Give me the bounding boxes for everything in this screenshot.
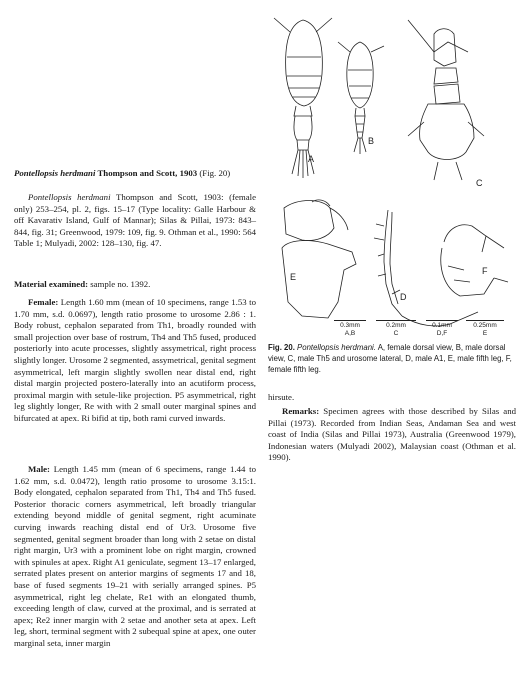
panel-f-drawing (441, 225, 508, 296)
male-label: Male: (28, 464, 50, 474)
material-label: Material examined: (14, 279, 89, 289)
panel-c-drawing (408, 20, 484, 180)
remarks-paragraph (268, 406, 516, 464)
female-text: Length 1.60 mm (mean of 10 specimens, range 1.53 to 1.70 mm, s.d. 0.0697), length ratio prosome to urosome 2.86 : 1. Body robust, cephalon separated from Th1, broadly rounded with small projection over base of rostrum, Th4 and Th5 fused, produced posteriorly into acute processes, slightly assymetrical, right process slightly longer. Urosome 2 segmented, assymetrical, genital segment asymmetrical, left margin slightly swollen near distal end, right distal margin projected postero-laterally into an acutiform process, proximal margin with setule-like projection. P5 asymmetrical, right leg slightly longer, Re with with 2 small outer marginal spines and bifurcated at apex. Ri bifid at tip, both rami curved inwards. (14, 297, 256, 423)
figure-20 (268, 12, 516, 334)
panel-e-drawing (282, 200, 356, 318)
synonymy-text: Thompson and Scott, 1903: (female only) 253–254, pl. 2, figs. 15–17 (Type locality: Galle Harbour & off Kavarativ Island, Gulf of Mannar); Silas & Pillai, 1973: 843–844, fig. 31; Greenwood, 1979: 109, fig. 9. Othman et al., 1990: 564 Table 1; Mulyadi, 2002: 128–130, fig. 47. (14, 192, 256, 249)
scale-bar-df: 0.1mm D,F (426, 320, 458, 338)
male-text: Length 1.45 mm (mean of 6 specimens, range 1.44 to 1.62 mm, s.d. 0.0472), length ratio prosome to urosome 3.15:1. Body elongated, cephalon separated from Th1, Th4 and Th5 fused. Posterior thoracic corners asymmetrical, left broadly triangular extending beyond middle of genital segment, right acuminate curving inwards reaching distal end of Ur3. Urosome five segmented, genital segment broader than long with 2 setae on distal right margin, Ur3 with a prominent lobe on right margin, crowned with spinules at apex. Right A1 geniculate, segment 13–17 enlarged, serrated plates present on anterior margins of segments 17 and 18, base of fused segments 19–21 with serially arranged spines. P5 asymmetrical, right leg chelate, Re1 with an elongated thumb, exceeding length of claw, curved at the proximal, and is serrated at apex; Re2 inner margin with 2 setae and another seta at apex. Left leg, short, terminal segment with 2 subequal spine at apex, one outer marginal seta, inner margin (14, 464, 256, 648)
material-examined (14, 279, 256, 291)
female-label: Female: (28, 297, 59, 307)
panel-a-drawing (274, 18, 332, 178)
scale-bars (334, 320, 524, 338)
remarks-label: Remarks: (282, 406, 320, 416)
species-heading (14, 168, 256, 180)
scale-bar-e: 0.25mm E (466, 320, 504, 338)
caption-species: Pontellopsis herdmani. (297, 343, 376, 352)
scale-bar-ab: 0.3mm A,B (334, 320, 366, 338)
material-text: sample no. 1392. (90, 279, 151, 289)
remarks-text: Specimen agrees with those described by Silas and Pillai (1973). Recorded from Indian Seas, Andaman Sea and west coast of India (Silas and Pillai 1973), Australia (Greenwood 1979), Indonesian waters (Mulyadi 2002), Malaysian coast (Othman et al. 1990). (268, 406, 516, 463)
synonymy-paragraph (14, 192, 256, 250)
panel-label-e: E (290, 272, 297, 282)
continuation-text: hirsute. (268, 392, 295, 402)
species-name: Pontellopsis herdmani (14, 168, 96, 178)
panel-label-a: A (308, 154, 315, 164)
figure-caption (268, 343, 516, 375)
female-description (14, 297, 256, 425)
caption-label: Fig. 20. (268, 343, 295, 352)
species-authors: Thompson and Scott, 1903 (97, 168, 198, 178)
panel-label-b: B (368, 136, 375, 146)
species-figref: (Fig. 20) (199, 168, 231, 178)
figure-drawings (268, 12, 516, 334)
panel-d-drawing (374, 210, 478, 326)
synonymy-name: Pontellopsis herdmani (28, 192, 111, 202)
panel-label-d: D (400, 292, 407, 302)
panel-label-c: C (476, 178, 483, 188)
panel-label-f: F (482, 266, 488, 276)
caption-text: A, female dorsal view, B, male dorsal view, C, male Th5 and urosome lateral, D, male A1, E, male fifth leg, F, female fifth leg. (268, 343, 512, 374)
scale-bar-c: 0.2mm C (376, 320, 416, 338)
male-description (14, 464, 256, 650)
panel-b-drawing (338, 42, 384, 154)
